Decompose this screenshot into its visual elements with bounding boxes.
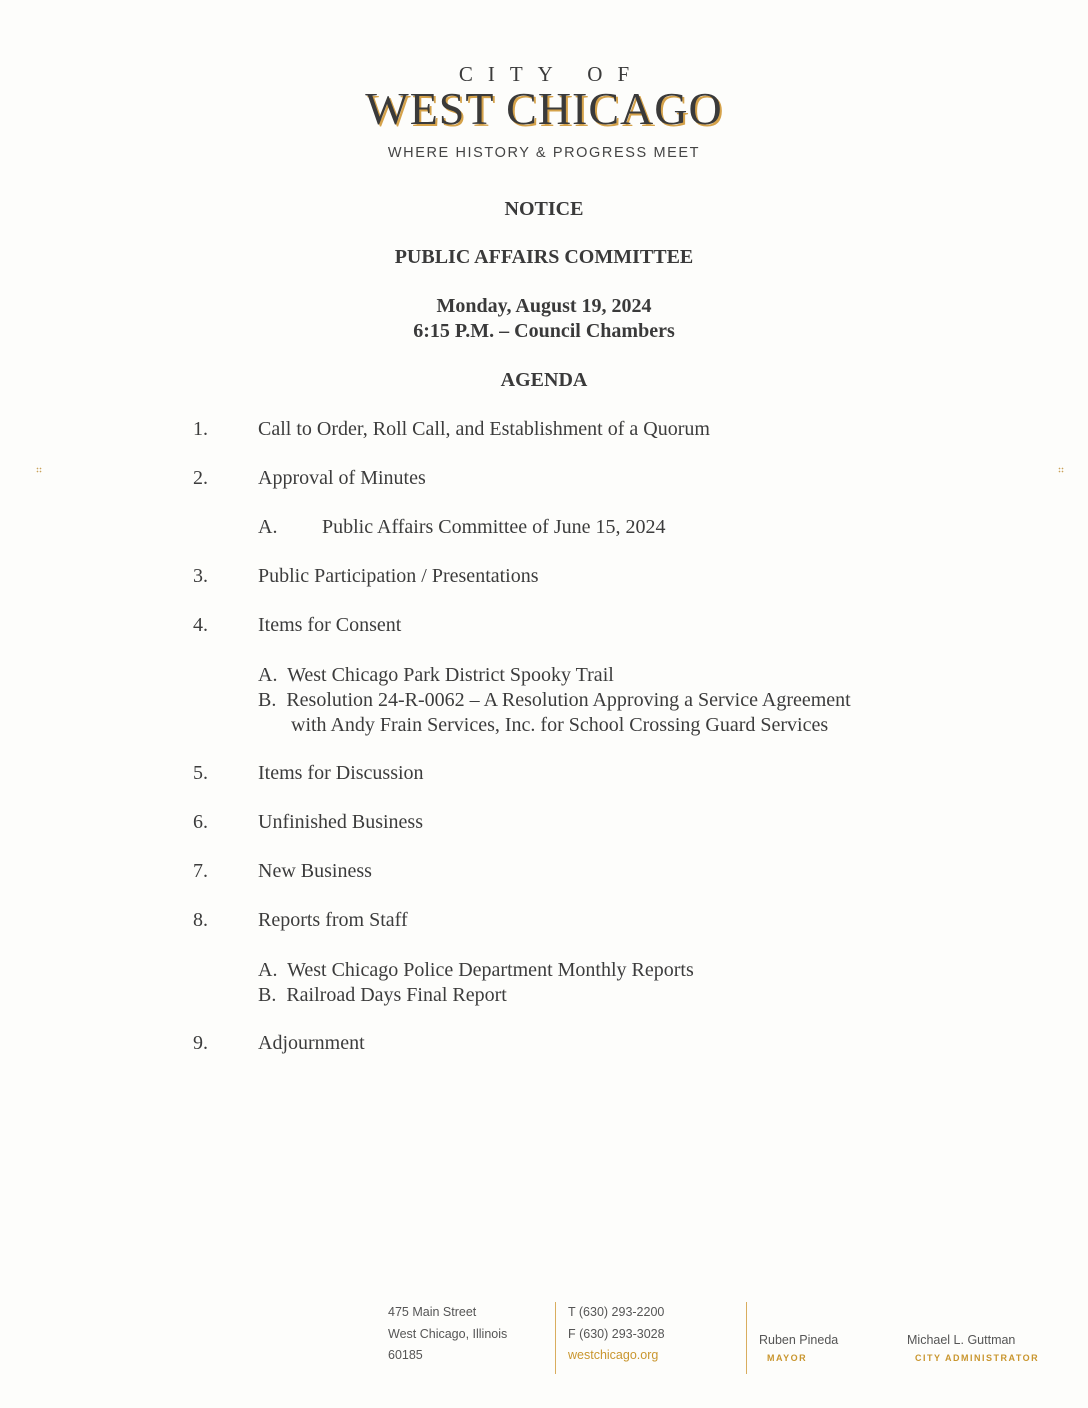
agenda-item-number: 3. [193,565,208,587]
mayor-name: Ruben Pineda [759,1333,839,1347]
margin-mark-left [36,467,42,473]
agenda-item-public-participation: Public Participation / Presentations [258,565,539,587]
sub-item-spooky-trail: A. West Chicago Park District Spooky Trail [258,664,614,686]
sub-item-police-reports: A. West Chicago Police Department Monthly Reports [258,959,694,981]
sub-item-minutes-june: Public Affairs Committee of June 15, 2024 [322,516,666,538]
footer-zip: 60185 [388,1348,423,1362]
meeting-time-place: 6:15 P.M. – Council Chambers [413,320,675,342]
footer-street: 475 Main Street [388,1305,477,1319]
agenda-item-approval-of-minutes: Approval of Minutes [258,467,426,489]
footer-divider [746,1302,747,1374]
agenda-item-reports: Reports from Staff [258,909,408,931]
agenda-item-call-to-order: Call to Order, Roll Call, and Establishment of a Quorum [258,418,710,440]
agenda-item-number: 8. [193,909,208,931]
agenda-item-new-business: New Business [258,860,372,882]
footer-contact [568,1302,665,1367]
committee-heading: PUBLIC AFFAIRS COMMITTEE [394,246,694,268]
footer-divider [555,1302,556,1374]
agenda-item-number: 2. [193,467,208,489]
notice-heading: NOTICE [504,198,584,220]
footer-city: West Chicago, Illinois [388,1326,508,1341]
sub-item-railroad-days: B. Railroad Days Final Report [258,984,507,1006]
agenda-item-number: 1. [193,418,208,440]
meeting-date: Monday, August 19, 2024 [436,295,652,317]
footer-fax: F (630) 293-3028 [568,1326,665,1341]
mayor-role: MAYOR [767,1352,808,1363]
administrator-role: CITY ADMINISTRATOR [915,1352,1040,1363]
sub-item-resolution: B. Resolution 24-R-0062 – A Resolution Approving a Service Agreement [258,689,851,711]
agenda-item-discussion: Items for Discussion [258,762,424,784]
agenda-item-number: 7. [193,860,208,882]
footer-administrator [907,1330,1039,1364]
agenda-item-number: 4. [193,614,208,636]
agenda-item-adjournment: Adjournment [258,1032,365,1054]
sub-item-letter: A. [258,516,278,538]
agenda-item-unfinished-business: Unfinished Business [258,811,423,833]
sub-item-resolution-cont: with Andy Frain Services, Inc. for School Crossing Guard Services [291,714,829,736]
footer-phone: T (630) 293-2200 [568,1305,665,1319]
logo-city-of: CITY OF [458,62,645,86]
agenda-item-number: 5. [193,762,208,784]
tagline: WHERE HISTORY & PROGRESS MEET [387,145,701,161]
agenda-heading: AGENDA [500,369,588,391]
administrator-name: Michael L. Guttman [907,1333,1016,1347]
agenda-item-number: 9. [193,1032,208,1054]
agenda-item-consent: Items for Consent [258,614,402,636]
footer-address [388,1302,507,1367]
agenda-item-number: 6. [193,811,208,833]
logo-west-chicago: WEST CHICAGO [365,83,723,134]
margin-mark-right [1058,467,1064,473]
footer-mayor [759,1330,838,1364]
footer-website-link[interactable]: westchicago.org [568,1348,659,1362]
